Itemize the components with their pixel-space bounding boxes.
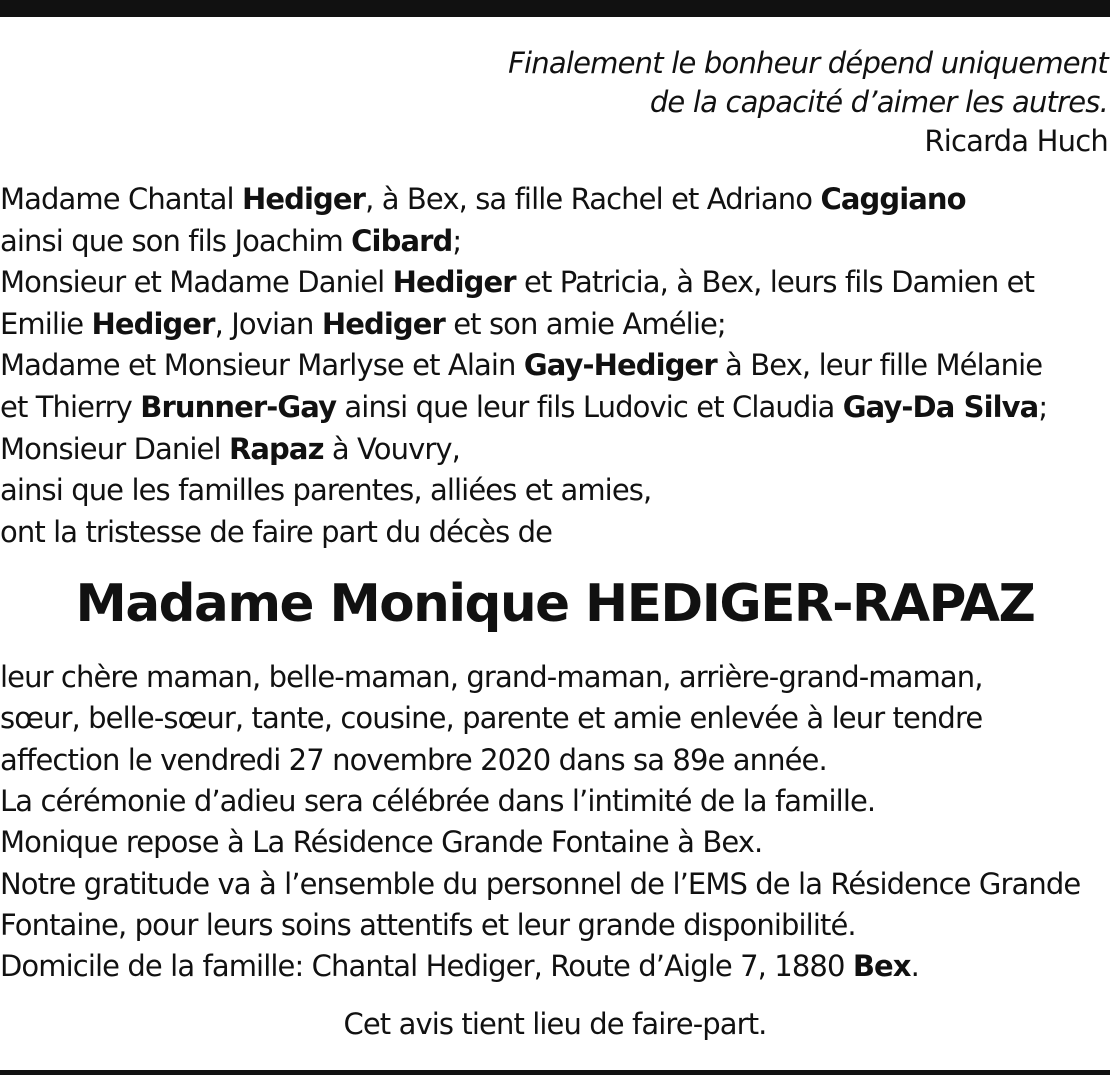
text-segment: ainsi que son fils Joachim [0,223,352,258]
bottom-border-rule [0,1070,1110,1075]
text-segment: leur chère maman, belle-maman, grand-maman, arrière-grand-maman, [0,660,983,694]
family-line [0,266,1034,299]
text-segment: Monsieur et Madame Daniel [0,265,393,300]
bold-surname: Gay-Da Silva [842,390,1039,424]
text-segment: et son amie Amélie; [444,306,726,341]
text-segment: , à Bex, sa fille Rachel et Adriano [365,182,821,216]
bold-surname: Bex [852,949,911,984]
deceased-name: Madame Monique HEDIGER-RAPAZ [75,574,1035,634]
text-segment: ; [452,223,462,258]
body-line [0,950,919,983]
body-line [0,661,983,694]
quote-line-2: de la capacité d’aimer les autres. [649,85,1108,119]
text-segment: et Thierry [0,390,141,424]
top-border-rule [0,0,1110,17]
text-segment: , Jovian [214,306,322,341]
quote-author: Ricarda Huch [924,124,1108,158]
body-line [0,702,982,735]
text-segment: Notre gratitude va à l’ensemble du personnel de l’EMS de la Résidence Grande [0,866,1081,901]
bold-surname: Hediger [321,306,445,341]
text-segment: Emilie [0,306,92,341]
family-line [0,183,966,216]
bold-surname: Rapaz [228,431,324,466]
text-segment: Madame et Monsieur Marlyse et Alain [0,348,524,383]
text-segment: sœur, belle-sœur, tante, cousine, parente et amie enlevée à leur tendre [0,701,983,736]
text-segment: La cérémonie d’adieu sera célébrée dans l’intimité de la famille. [0,783,876,818]
family-line [0,391,1047,424]
bold-surname: Hediger [241,182,366,216]
quote-line-1: Finalement le bonheur dépend uniquement [508,46,1108,80]
bold-surname: Caggiano [820,182,966,216]
body-line [0,826,762,859]
family-line [0,225,461,258]
text-segment: ; [1038,390,1048,424]
body-line [0,868,1080,901]
family-line [0,516,552,549]
text-segment: Madame Chantal [0,182,242,216]
closing-note: Cet avis tient lieu de faire-part. [343,1007,767,1041]
family-line [0,308,726,341]
bold-surname: Cibard [351,223,453,258]
text-segment: ainsi que les familles parentes, alliées et amies, [0,473,652,508]
text-segment: Domicile de la famille: Chantal Hediger, Route d’Aigle 7, 1880 [0,949,853,984]
body-line [0,909,856,942]
family-line [0,474,651,507]
bold-surname: Hediger [91,306,215,341]
bold-surname: Brunner-Gay [140,390,337,424]
text-segment: à Bex, leur fille Mélanie [716,348,1043,383]
bold-surname: Gay-Hediger [523,348,717,383]
text-segment: et Patricia, à Bex, leurs fils Damien et [515,265,1035,300]
text-segment: ont la tristesse de faire part du décès de [0,514,553,549]
family-line [0,433,460,466]
epigraph-quote [508,44,1108,161]
text-segment: affection le vendredi 27 novembre 2020 dans sa 89e année. [0,742,827,777]
text-segment: Fontaine, pour leurs soins attentifs et leur grande disponibilité. [0,907,856,942]
body-line [0,744,827,777]
text-segment: Monsieur Daniel [0,431,229,466]
bold-surname: Hediger [392,265,516,300]
text-segment: à Vouvry, [323,431,460,466]
text-segment: . [910,949,919,984]
body-line [0,785,875,818]
family-line [0,349,1042,382]
text-segment: Monique repose à La Résidence Grande Fontaine à Bex. [0,825,763,860]
text-segment: ainsi que leur fils Ludovic et Claudia [336,390,843,424]
